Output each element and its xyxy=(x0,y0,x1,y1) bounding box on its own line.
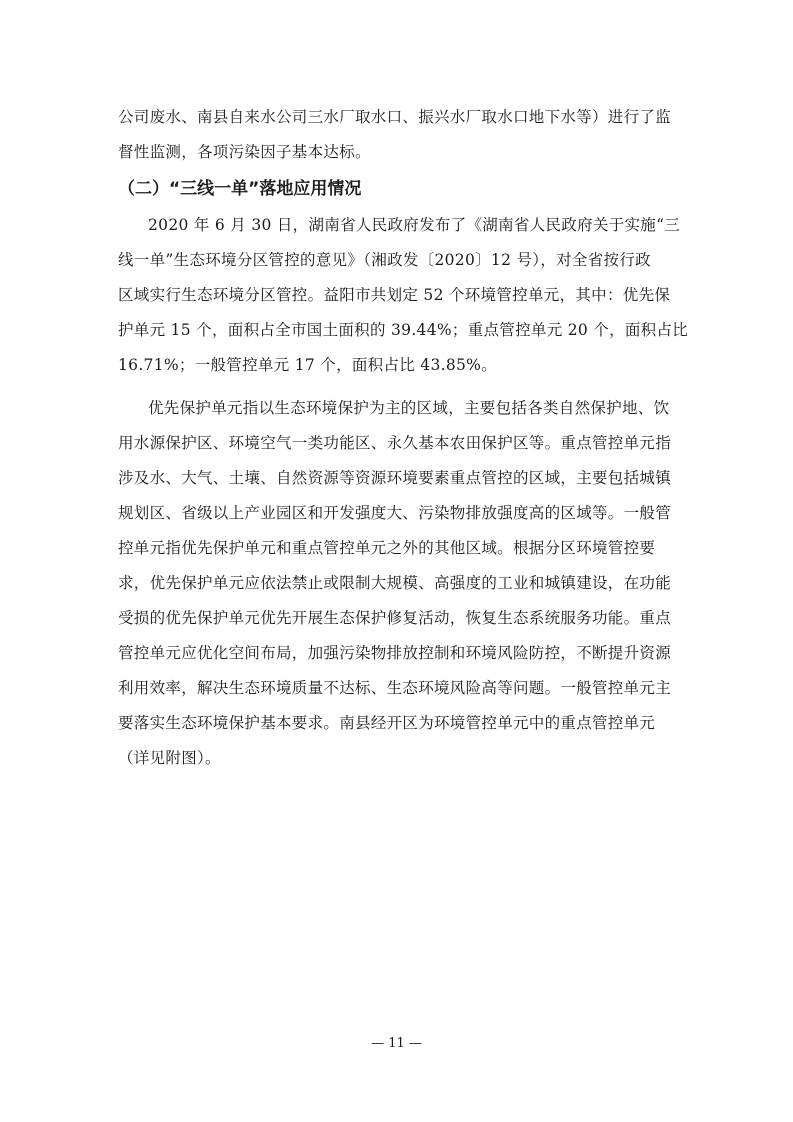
text-line: 控单元指优先保护单元和重点管控单元之外的其他区域。根据分区环境管控要 xyxy=(118,539,656,557)
text-line: 涉及水、大气、土壤、自然资源等资源环境要素重点管控的区域，主要包括城镇 xyxy=(118,469,672,487)
text-line: 优先保护单元指以生态环境保护为主的区域，主要包括各类自然保护地、饮 xyxy=(148,399,670,417)
text-line: 管控单元应优化空间布局，加强污染物排放控制和环境风险防控，不断提升资源 xyxy=(118,644,672,662)
text-line: 要落实生态环境保护基本要求。南县经开区为环境管控单元中的重点管控单元 xyxy=(118,714,656,732)
text-line: 利用效率，解决生态环境质量不达标、生态环境风险高等问题。一般管控单元主 xyxy=(118,679,672,697)
page-content xyxy=(118,100,689,776)
text-line: 受损的优先保护单元优先开展生态保护修复活动，恢复生态系统服务功能。重点 xyxy=(118,609,672,627)
text-line: 2020 年 6 月 30 日，湖南省人民政府发布了《湖南省人民政府关于实施“三 xyxy=(148,216,681,234)
paragraph-gap xyxy=(118,383,678,391)
paragraph-1 xyxy=(118,208,689,383)
text-line: （详见附图）。 xyxy=(118,749,221,767)
text-line: 区域实行生态环境分区管控。益阳市共划定 52 个环境管控单元，其中：优先保 xyxy=(118,286,671,304)
text-line: 求，优先保护单元应依法禁止或限制大规模、高强度的工业和城镇建设，在功能 xyxy=(118,574,672,592)
text-line: 督性监测，各项污染因子基本达标。 xyxy=(118,143,371,161)
text-line: 线一单”生态环境分区管控的意见》（湘政发〔2020〕12 号），对全省按行政 xyxy=(118,251,651,269)
text-line: 用水源保护区、环境空气一类功能区、永久基本农田保护区等。重点管控单元指 xyxy=(118,434,672,452)
paragraph-2 xyxy=(118,391,678,776)
paragraph-top xyxy=(118,100,678,170)
section-heading: （二）“三线一单”落地应用情况 xyxy=(118,179,362,199)
page-number: — 11 — xyxy=(371,1036,422,1051)
text-line: 护单元 15 个，面积占全市国土面积的 39.44%；重点管控单元 20 个，面积占比 xyxy=(118,321,689,339)
text-line: 规划区、省级以上产业园区和开发强度大、污染物排放强度高的区域等。一般管 xyxy=(118,504,672,522)
text-line: 公司废水、南县自来水公司三水厂取水口、振兴水厂取水口地下水等）进行了监 xyxy=(118,108,672,126)
text-line: 16.71%；一般管控单元 17 个，面积占比 43.85%。 xyxy=(118,356,498,374)
